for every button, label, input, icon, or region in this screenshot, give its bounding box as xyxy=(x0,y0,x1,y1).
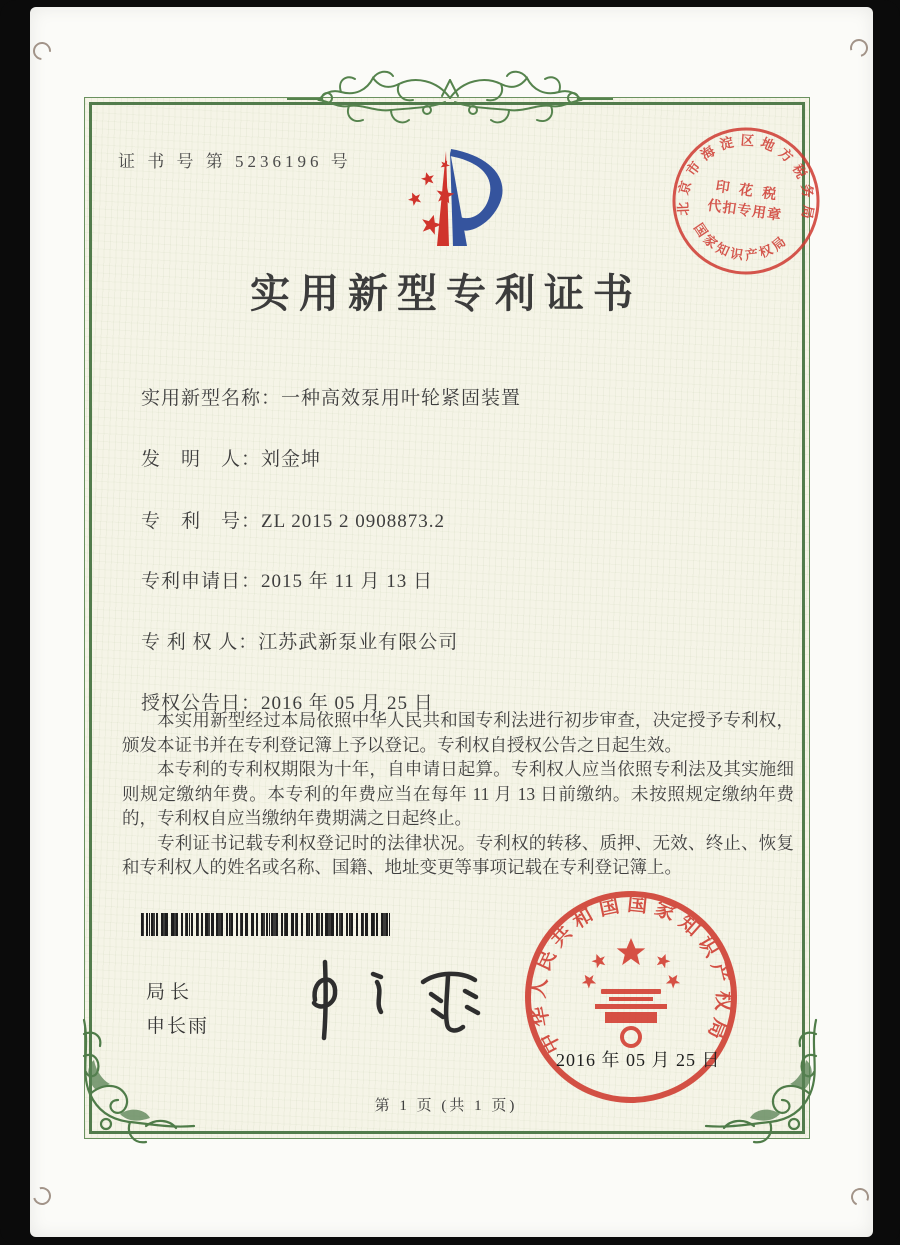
field-label: 专 利 权 人： xyxy=(141,632,259,653)
paragraph-term-fees: 本专利的专利权期限为十年，自申请日起算。专利权人应当依照专利法及其实施细则规定缴纳年费。本专利的年费应当在每年 11 月 13 日前缴纳。未按照规定缴纳年费的，专利权自应当缴纳年费期满之日起终止。 xyxy=(122,759,794,828)
field-label: 专利申请日： xyxy=(141,571,262,592)
paragraph-register: 专利证书记载专利权登记时的法律状况。专利权的转移、质押、无效、终止、恢复和专利权人的姓名或名称、国籍、地址变更等事项记载在专利登记簿上。 xyxy=(122,832,794,877)
patent-office-logo-icon xyxy=(385,133,535,258)
signer-name: 申长雨 xyxy=(146,1016,210,1037)
paragraph-grant: 本实用新型经过本局依照中华人民共和国专利法进行初步审查，决定授予专利权，颁发本证书并在专利登记簿上予以登记。专利权自授权公告之日起生效。 xyxy=(122,710,794,755)
field-label: 发 明 人： xyxy=(141,449,262,470)
field-value: ZL 2015 2 0908873.2 xyxy=(261,511,446,532)
tax-stamp-bottom-arc: 国家知识产权局 xyxy=(690,220,791,263)
patent-office-seal-icon xyxy=(511,877,751,1117)
seal-ring-text: 中华人民共和国国家知识产权局 xyxy=(527,893,735,1057)
svg-text:国家知识产权局 xyxy=(687,219,792,269)
field-inventor xyxy=(141,444,321,471)
certificate-title: 实用新型专利证书 xyxy=(250,271,642,316)
field-label: 专 利 号： xyxy=(141,511,262,532)
tax-stamp-top-arc: 北京市海淀区地方税务局 xyxy=(675,132,817,226)
field-value: 2016 年 05 月 25 日 xyxy=(261,693,434,714)
tax-stamp-center-line2: 代扣专用章 xyxy=(706,198,783,225)
field-utility-model-name xyxy=(141,383,521,410)
field-filing-date xyxy=(141,566,433,593)
certificate-number: 证 书 号 第 5236196 号 xyxy=(118,152,352,171)
page-number: 第 1 页 (共 1 页) xyxy=(374,1098,518,1114)
field-value: 一种高效泵用叶轮紧固装置 xyxy=(281,388,522,409)
top-border-ornament-icon xyxy=(287,68,613,130)
tax-stamp-center-line1: 印 花 税 xyxy=(714,179,781,204)
svg-text:中华人民共和国国家知识产权局 xyxy=(525,892,736,1058)
field-value: 刘金坤 xyxy=(261,449,322,470)
field-label: 实用新型名称： xyxy=(141,388,282,409)
seal-date: 2016 年 05 月 25 日 xyxy=(556,1050,721,1070)
field-patentee xyxy=(141,627,458,654)
barcode xyxy=(141,913,390,936)
legal-text-block xyxy=(122,708,794,880)
national-emblem-icon xyxy=(579,938,683,1046)
field-patent-number xyxy=(141,506,445,533)
field-value: 2015 年 11 月 13 日 xyxy=(261,571,434,592)
tax-stamp-seal-icon xyxy=(653,108,838,293)
director-signature-icon xyxy=(285,948,485,1043)
field-value: 江苏武新泵业有限公司 xyxy=(258,632,459,653)
field-label: 授权公告日： xyxy=(141,693,262,714)
signer-title: 局长 xyxy=(146,982,195,1003)
